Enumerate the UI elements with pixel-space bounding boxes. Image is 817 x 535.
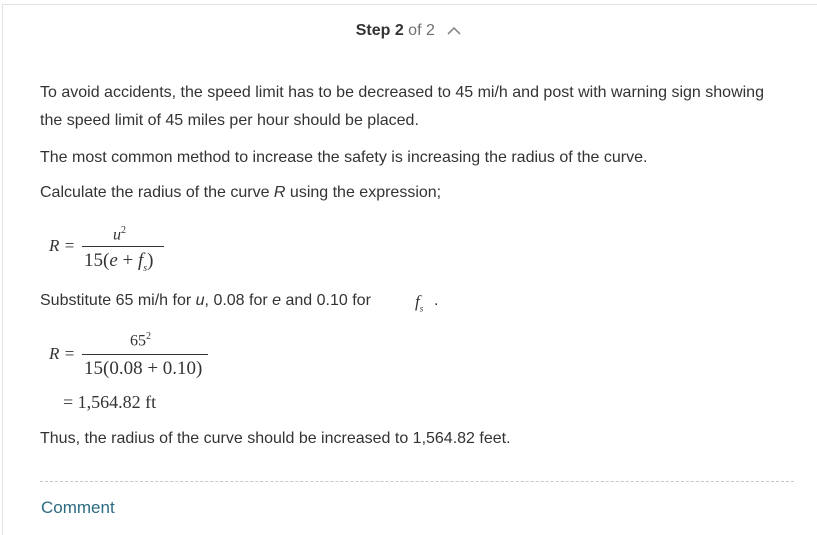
formula1-numerator: $u^2$: [113, 225, 126, 244]
formula1-fraction-bar: [82, 246, 164, 247]
step-header[interactable]: [0, 20, 817, 42]
step-number: 2: [394, 22, 404, 40]
paragraph-conclusion: Thus, the radius of the curve should be increased to 1,564.82 feet.: [40, 430, 511, 447]
substitute-period: .: [434, 292, 439, 309]
formula2-numerator: $65^2$: [130, 331, 151, 350]
formula1-lhs: R =: [49, 236, 76, 255]
formula1-denominator: $15(e + f_s)$: [84, 250, 154, 274]
divider: [40, 481, 794, 482]
formula2-result: = 1,564.82 ft: [63, 392, 157, 412]
paragraph-calculate: Calculate the radius of the curve R using the expression;: [40, 184, 442, 201]
paragraph-method: The most common method to increase the safety is increasing the radius of the curve.: [40, 149, 648, 166]
formula2-denominator: 15(0.08 + 0.10): [84, 358, 203, 379]
chevron-up-icon[interactable]: [447, 20, 461, 42]
step-label: Step: [355, 22, 391, 40]
paragraph-speed-limit: To avoid accidents, the speed limit has to be decreased to 45 mi/h and post with warning sign showing the speed limit of 45 miles per hour should be placed.: [40, 84, 764, 129]
inline-fs-symbol: $f_s$: [415, 292, 424, 314]
formula2-lhs: R =: [49, 344, 76, 363]
step-total: of 2: [408, 22, 435, 40]
comment-link[interactable]: Comment: [41, 498, 115, 517]
paragraph-substitute: Substitute 65 mi/h for u, 0.08 for e and 0.10 for: [40, 292, 371, 309]
formula2-fraction-bar: [82, 354, 208, 355]
variable-r: R: [273, 184, 286, 201]
